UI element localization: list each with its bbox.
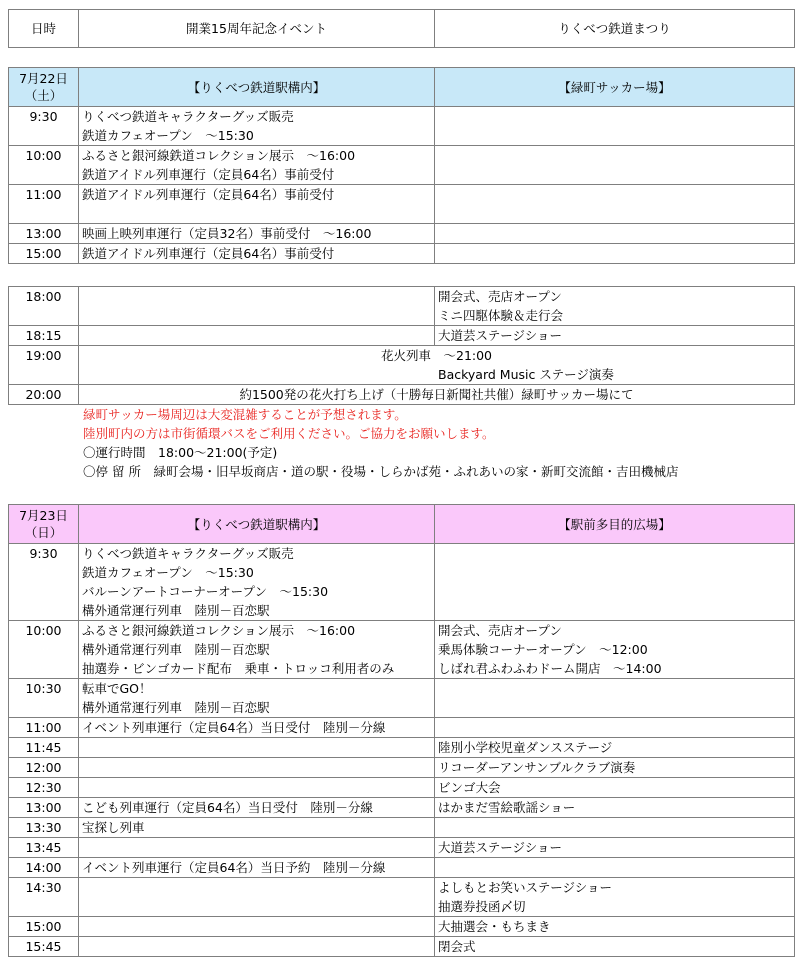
event-cell-right: 大道芸ステージショー [435, 326, 795, 346]
table-row [9, 185, 795, 224]
event-line [438, 563, 794, 582]
event-line [438, 858, 794, 877]
event-line [438, 544, 794, 563]
event-line: 構外通常運行列車 陸別－百恋駅 [82, 700, 270, 715]
day1-date [9, 68, 79, 107]
event-line: 開会式、売店オープン [438, 623, 562, 638]
table-row [9, 287, 795, 326]
day1-date-line1: 7月22日 [19, 71, 68, 86]
notes [83, 405, 794, 481]
event-line [438, 244, 794, 263]
event-line: 抽選券・ビンゴカード配布 乗車・トロッコ利用者のみ [82, 661, 395, 676]
event-line: りくべつ鉄道キャラクターグッズ販売 [82, 109, 294, 124]
time-cell: 12:00 [9, 758, 79, 778]
event-cell-right [435, 287, 795, 326]
note-red: 陸別町内の方は市街循環バスをご利用ください。ご協力をお願いします。 [83, 426, 495, 441]
event-cell-left [79, 621, 435, 679]
time-cell: 9:30 [9, 107, 79, 146]
event-line: 開会式、売店オープン [438, 289, 562, 304]
time-cell: 14:00 [9, 858, 79, 878]
event-cell-right [435, 718, 795, 738]
event-line: 構外通常運行列車 陸別－百恋駅 [82, 642, 270, 657]
day2-table [8, 504, 795, 957]
time-cell: 10:30 [9, 679, 79, 718]
event-line: はかまだ雪絵歌謡ショー [438, 800, 576, 815]
table-row [9, 224, 795, 244]
time-cell: 11:45 [9, 738, 79, 758]
event-cell-right [435, 146, 795, 185]
table-row [9, 758, 795, 778]
day1-venue-field: 【緑町サッカー場】 [435, 68, 795, 107]
event-line [438, 601, 794, 620]
time-cell: 19:00 [9, 346, 79, 385]
event-line: リコーダーアンサンブルクラブ演奏 [438, 760, 636, 775]
event-line [438, 224, 794, 243]
event-line: ミニ四駆体験＆走行会 [438, 308, 564, 323]
event-line: 大道芸ステージショー [438, 840, 562, 855]
event-cell-right [435, 818, 795, 838]
event-line: ふるさと銀河線鉄道コレクション展示 ～16:00 [82, 623, 356, 638]
header-festival: りくべつ鉄道まつり [435, 10, 795, 48]
event-cell-left [79, 858, 435, 878]
event-line [82, 838, 434, 857]
event-cell-left [79, 146, 435, 185]
event-line [82, 738, 434, 757]
event-cell-right [435, 878, 795, 917]
time-cell: 15:00 [9, 917, 79, 937]
day1-evening-table [8, 286, 795, 405]
event-line: イベント列車運行（定員64名）当日受付 陸別－分線 [82, 720, 386, 735]
table-row [9, 818, 795, 838]
time-cell: 13:00 [9, 798, 79, 818]
table-row [9, 326, 795, 346]
table-row [9, 244, 795, 264]
event-line [438, 107, 794, 126]
event-line: こども列車運行（定員64名）当日受付 陸別－分線 [82, 800, 373, 815]
event-cell-left [79, 544, 435, 621]
event-cell-right [435, 758, 795, 778]
event-line [438, 818, 794, 837]
event-cell-right [435, 224, 795, 244]
time-cell: 11:00 [9, 718, 79, 738]
table-row [9, 679, 795, 718]
event-cell-right [435, 107, 795, 146]
event-line: 鉄道アイドル列車運行（定員64名）事前受付 [82, 187, 335, 202]
time-cell: 13:00 [9, 224, 79, 244]
event-cell-left [79, 758, 435, 778]
event-line: 宝探し列車 [82, 820, 145, 835]
event-line [82, 778, 434, 797]
note-info: 〇運行時間 18:00～21:00(予定) [83, 445, 278, 460]
event-line: イベント列車運行（定員64名）当日予約 陸別－分線 [82, 860, 386, 875]
table-row [9, 621, 795, 679]
event-line: 映画上映列車運行（定員32名）事前受付 ～16:00 [82, 226, 372, 241]
event-line: 鉄道アイドル列車運行（定員64名）事前受付 [82, 167, 335, 182]
event-line [82, 937, 434, 956]
event-line [438, 679, 794, 698]
time-cell: 15:45 [9, 937, 79, 957]
event-cell-left [79, 937, 435, 957]
table-row [9, 738, 795, 758]
time-cell: 10:00 [9, 621, 79, 679]
time-cell: 12:30 [9, 778, 79, 798]
event-cell-left [79, 718, 435, 738]
event-line [438, 185, 794, 204]
day1-daytime-rows [9, 107, 795, 264]
event-cell-left [79, 185, 435, 224]
table-row [9, 718, 795, 738]
table-row [9, 937, 795, 957]
event-line [438, 698, 794, 717]
table-row [9, 544, 795, 621]
time-cell: 13:30 [9, 818, 79, 838]
event-line: しばれ君ふわふわドーム開店 ～14:00 [438, 661, 662, 676]
table-row [9, 838, 795, 858]
event-cell-right [435, 798, 795, 818]
table-row [9, 798, 795, 818]
event-line [438, 126, 794, 145]
day2-date [9, 505, 79, 544]
event-line [438, 582, 794, 601]
event-line [438, 718, 794, 737]
time-cell: 13:45 [9, 838, 79, 858]
event-cell-right [435, 778, 795, 798]
event-line: 構外通常運行列車 陸別－百恋駅 [82, 603, 270, 618]
event-line: 鉄道アイドル列車運行（定員64名）事前受付 [82, 246, 335, 261]
event-cell-right [435, 185, 795, 224]
event-cell-left [79, 778, 435, 798]
event-line: バルーンアートコーナーオープン ～15:30 [82, 584, 329, 599]
day1-date-line2: （土） [24, 88, 63, 103]
header-table [8, 9, 795, 48]
header-date: 日時 [9, 10, 79, 48]
event-cell-left [79, 107, 435, 146]
table-row [9, 858, 795, 878]
event-cell-right [435, 244, 795, 264]
event-cell-left [79, 224, 435, 244]
event-cell-right [435, 738, 795, 758]
event-cell-right [435, 917, 795, 937]
event-line: りくべつ鉄道キャラクターグッズ販売 [82, 546, 294, 561]
time-cell: 18:00 [9, 287, 79, 326]
event-line [82, 204, 434, 223]
day2-venue-station: 【りくべつ鉄道駅構内】 [79, 505, 435, 544]
header-event15: 開業15周年記念イベント [79, 10, 435, 48]
table-row [9, 346, 795, 385]
time-cell: 14:30 [9, 878, 79, 917]
event-line [438, 204, 794, 223]
day1-venue-station: 【りくべつ鉄道駅構内】 [79, 68, 435, 107]
time-cell: 20:00 [9, 385, 79, 405]
event-line: ふるさと銀河線鉄道コレクション展示 ～16:00 [82, 148, 356, 163]
event-cell-left [79, 679, 435, 718]
time-cell: 11:00 [9, 185, 79, 224]
day1-head-row [9, 68, 795, 107]
event-cell-left [79, 878, 435, 917]
time-cell: 15:00 [9, 244, 79, 264]
day2-date-line2: （日） [24, 525, 63, 540]
header-row [9, 10, 795, 48]
event-line: 大抽選会・もちまき [438, 919, 551, 934]
time-cell: 10:00 [9, 146, 79, 185]
event-line [82, 878, 434, 897]
event-line: 転車でGO！ [82, 681, 152, 696]
event-line [82, 758, 434, 777]
event-cell-left [79, 838, 435, 858]
event-cell-right [435, 544, 795, 621]
table-row [9, 146, 795, 185]
event-cell-left [79, 818, 435, 838]
event-line: 花火列車 ～21:00 [380, 348, 493, 363]
event-line: 乗馬体験コーナーオープン ～12:00 [438, 642, 648, 657]
table-row [9, 878, 795, 917]
event-cell-right [435, 679, 795, 718]
note-red: 緑町サッカー場周辺は大変混雑することが予想されます。 [83, 407, 407, 422]
event-cell-span [79, 346, 795, 385]
event-cell-right [435, 838, 795, 858]
event-line: Backyard Music ステージ演奏 [438, 367, 614, 382]
event-cell-right [435, 621, 795, 679]
event-cell-left [79, 287, 435, 326]
event-line: 鉄道カフェオープン ～15:30 [82, 565, 254, 580]
event-line: 陸別小学校児童ダンスステージ [438, 740, 613, 755]
event-line [82, 897, 434, 916]
event-cell-left [79, 917, 435, 937]
event-line: 閉会式 [438, 939, 476, 954]
table-row [9, 778, 795, 798]
table-row [9, 107, 795, 146]
note-info: 〇停 留 所 緑町会場・旧早坂商店・道の駅・役場・しらかば苑・ふれあいの家・新町交流館・吉田機械店 [83, 464, 679, 479]
event-cell-left [79, 326, 435, 346]
event-cell-left [79, 738, 435, 758]
event-line: ビンゴ大会 [438, 780, 501, 795]
event-cell-right [435, 937, 795, 957]
event-line [438, 165, 794, 184]
event-line [82, 917, 434, 936]
event-line [438, 146, 794, 165]
day2-venue-plaza: 【駅前多目的広場】 [435, 505, 795, 544]
day2-head-row [9, 505, 795, 544]
event-cell-span: 約1500発の花火打ち上げ（十勝毎日新聞社共催）緑町サッカー場にて [79, 385, 795, 405]
event-line: 抽選券投函〆切 [438, 899, 526, 914]
table-row [9, 385, 795, 405]
event-line: よしもとお笑いステージショー [438, 880, 612, 895]
event-cell-left [79, 244, 435, 264]
day1-daytime-table [8, 67, 795, 264]
time-cell: 9:30 [9, 544, 79, 621]
event-cell-right [435, 858, 795, 878]
table-row [9, 917, 795, 937]
event-cell-left [79, 798, 435, 818]
day2-date-line1: 7月23日 [19, 508, 68, 523]
event-line: 鉄道カフェオープン ～15:30 [82, 128, 254, 143]
time-cell: 18:15 [9, 326, 79, 346]
day2-rows [9, 544, 795, 957]
